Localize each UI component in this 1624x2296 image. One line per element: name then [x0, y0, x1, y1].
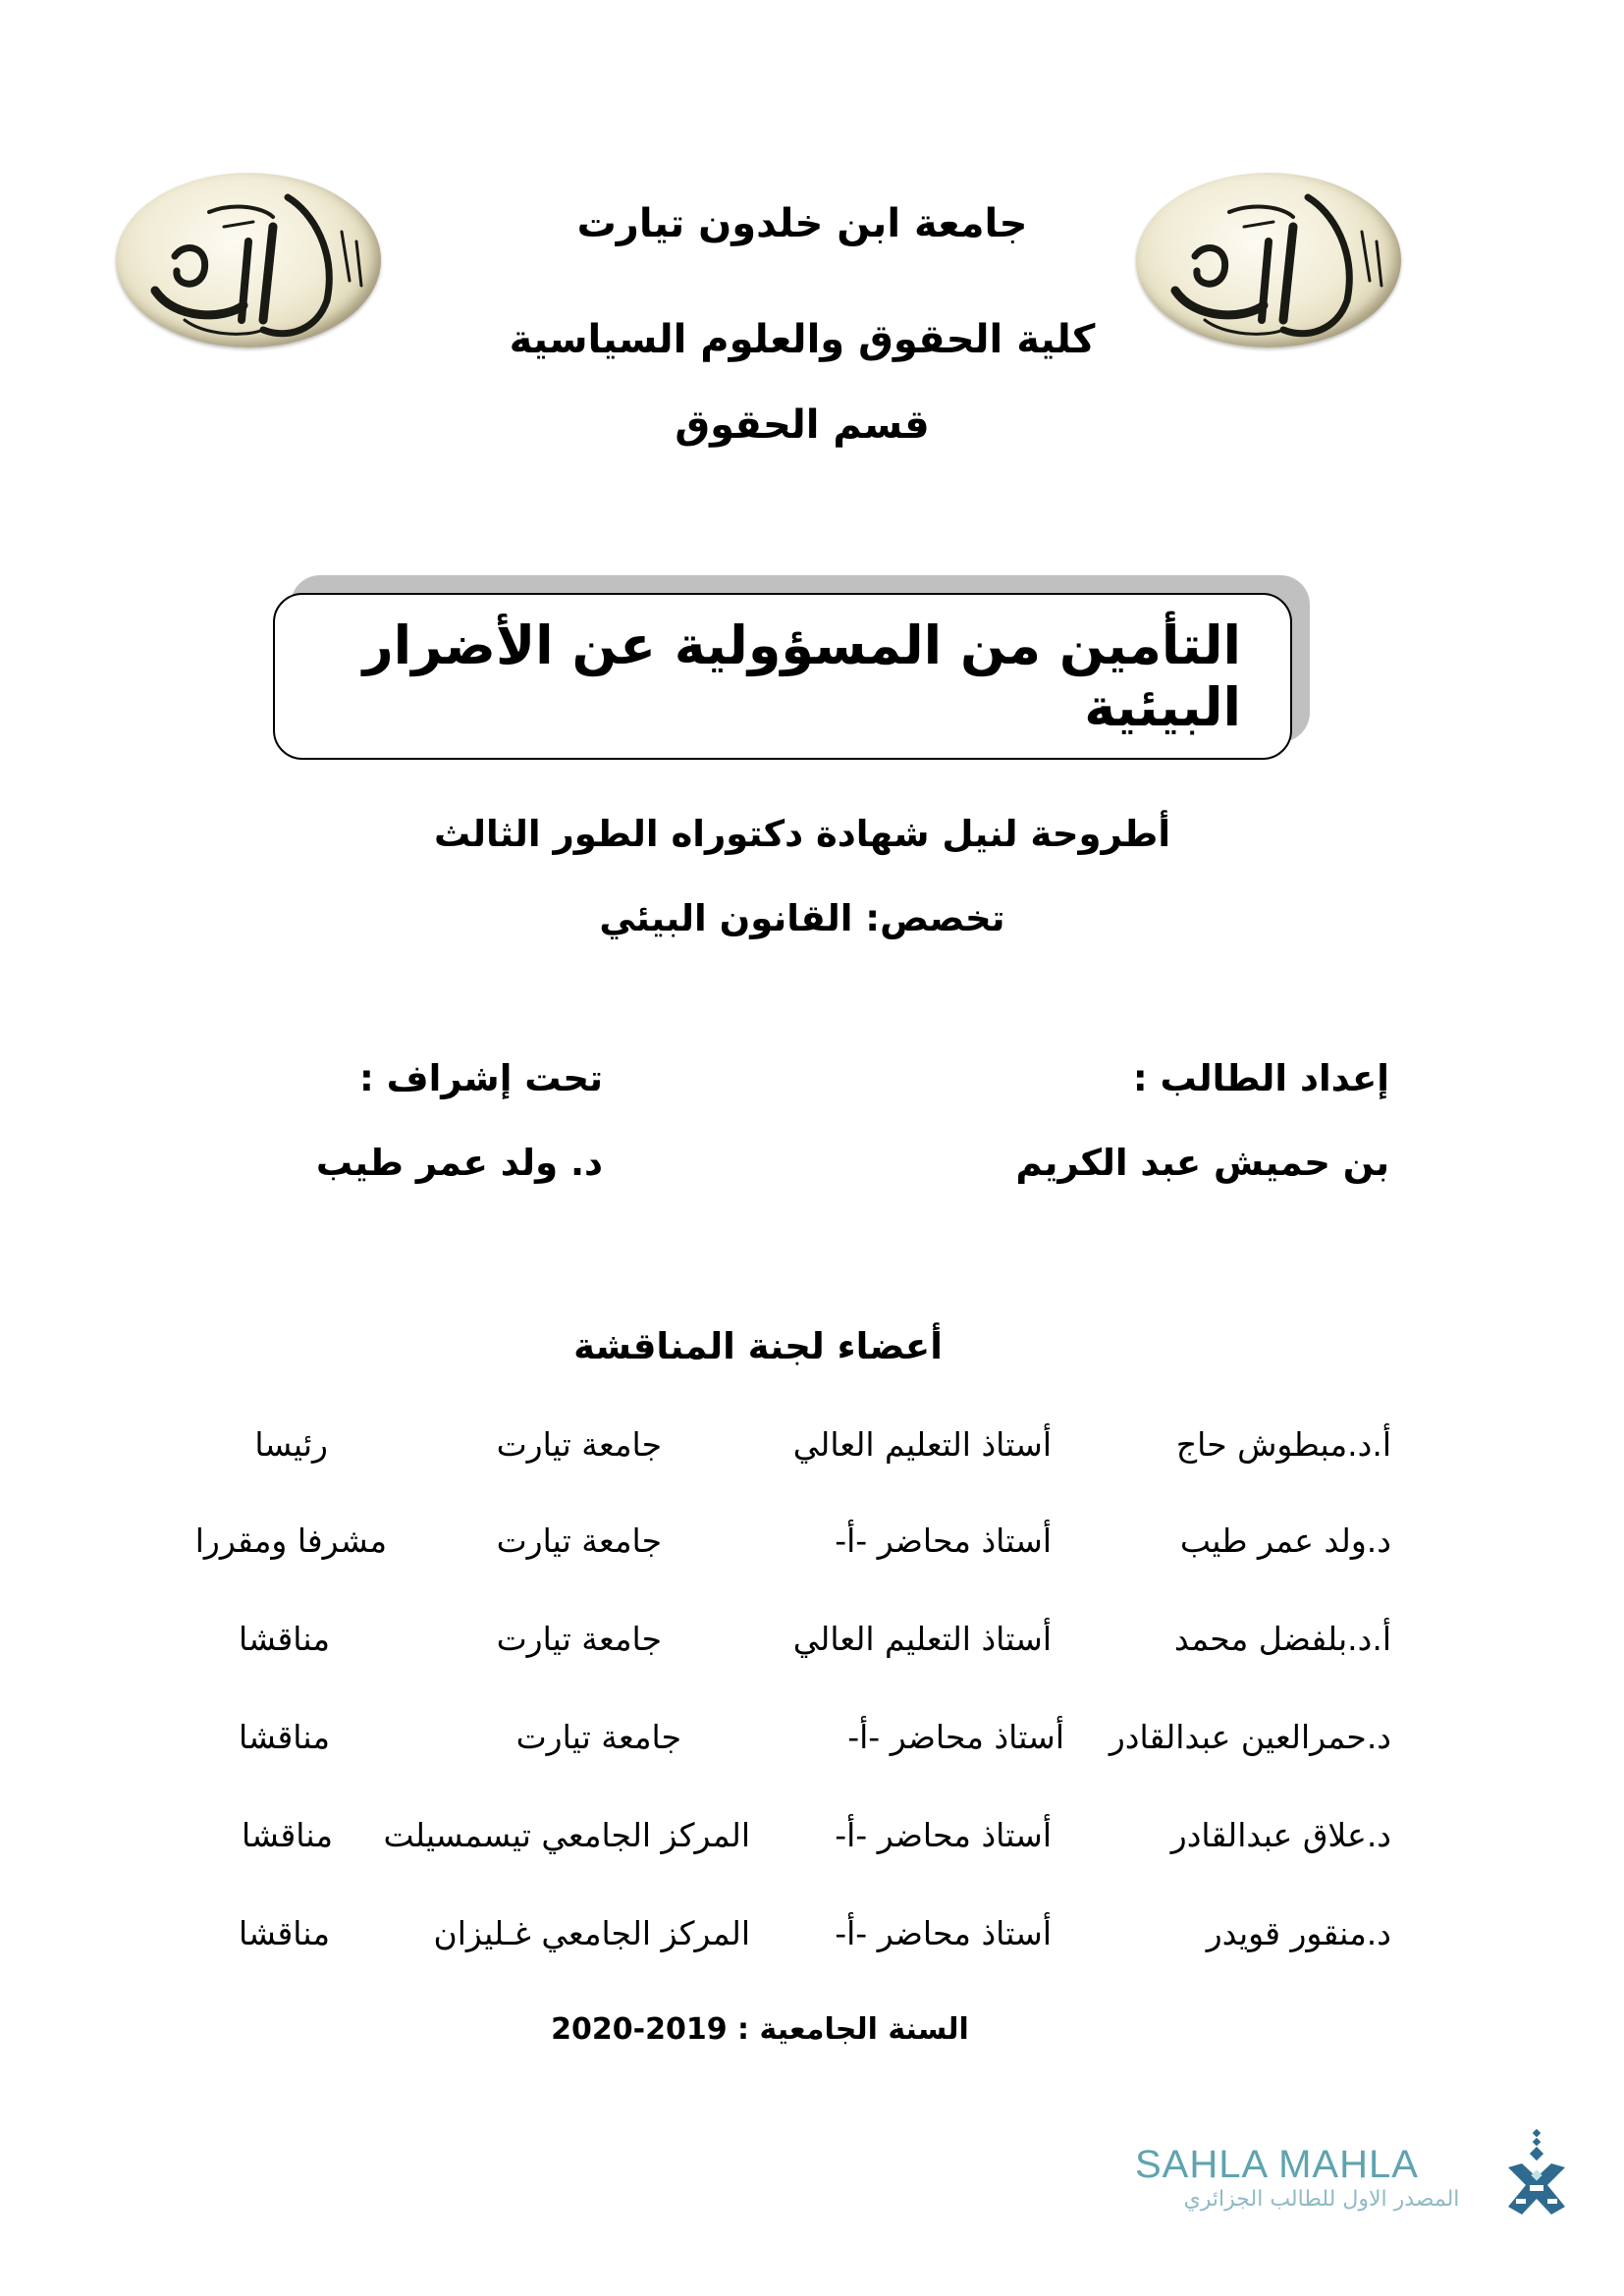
member-role: مناقشا	[239, 1620, 330, 1658]
member-institution: جامعة تيارت	[496, 1425, 662, 1464]
committee-row	[0, 1816, 1624, 1875]
member-institution: جامعة تيارت	[496, 1620, 662, 1658]
student-label: إعداد الطالب :	[1132, 1057, 1389, 1099]
university-name: جامعة ابن خلدون تيارت	[576, 201, 1028, 246]
member-name: د.ولد عمر طيب	[1179, 1522, 1391, 1560]
sahla-mahla-logo-icon	[1502, 2128, 1573, 2218]
member-role: مناقشا	[239, 1718, 330, 1756]
member-rank: أستاذ محاضر -أ-	[835, 1816, 1052, 1854]
committee-row	[0, 1425, 1624, 1484]
committee-row	[0, 1914, 1624, 1973]
watermark-brand: SAHLA MAHLA	[1135, 2143, 1419, 2186]
member-role: مشرفا ومقررا	[194, 1522, 387, 1560]
member-institution: جامعة تيارت	[515, 1718, 681, 1756]
supervisor-label: تحت إشراف :	[358, 1057, 603, 1099]
academic-year: السنة الجامعية : 2019-2020	[551, 2012, 969, 2047]
committee-row	[0, 1522, 1624, 1580]
member-rank: أستاذ محاضر -أ-	[835, 1914, 1052, 1952]
member-role: مناقشا	[242, 1816, 333, 1854]
member-institution: المركز الجامعي غـليزان	[433, 1914, 750, 1952]
member-rank: أستاذ محاضر -أ-	[847, 1718, 1064, 1756]
member-rank: أستاذ التعليم العالي	[792, 1425, 1052, 1464]
committee-heading: أعضاء لجنة المناقشة	[573, 1325, 943, 1367]
thesis-title: التأمين من المسؤولية عن الأضرار البيئية	[362, 614, 1241, 738]
watermark-tagline: المصدر الاول للطالب الجزائري	[1183, 2187, 1460, 2212]
member-name: د.حمرالعين عبدالقادر	[1109, 1718, 1391, 1756]
student-name: بن حميش عبد الكريم	[1015, 1142, 1389, 1184]
department-name: قسم الحقوق	[675, 402, 930, 448]
member-name: د.منقور قويدر	[1206, 1914, 1391, 1952]
supervisor-name: د. ولد عمر طيب	[315, 1142, 603, 1184]
committee-row	[0, 1620, 1624, 1679]
member-rank: أستاذ التعليم العالي	[792, 1620, 1052, 1658]
member-role: رئيسا	[254, 1425, 328, 1464]
degree-line: أطروحة لنيل شهادة دكتوراه الطور الثالث	[433, 813, 1171, 855]
committee-row	[0, 1718, 1624, 1777]
specialty-line: تخصص: القانون البيئي	[599, 897, 1005, 939]
member-institution: جامعة تيارت	[496, 1522, 662, 1560]
member-rank: أستاذ محاضر -أ-	[835, 1522, 1052, 1560]
member-name: أ.د.مبطوش حاج	[1175, 1425, 1391, 1464]
member-institution: المركز الجامعي تيسمسيلت	[383, 1816, 750, 1854]
member-name: أ.د.بلفضل محمد	[1173, 1620, 1391, 1658]
faculty-name: كلية الحقوق والعلوم السياسية	[509, 317, 1096, 362]
member-role: مناقشا	[239, 1914, 330, 1952]
member-name: د.علاق عبدالقادر	[1170, 1816, 1391, 1854]
thesis-title-box	[273, 593, 1292, 760]
